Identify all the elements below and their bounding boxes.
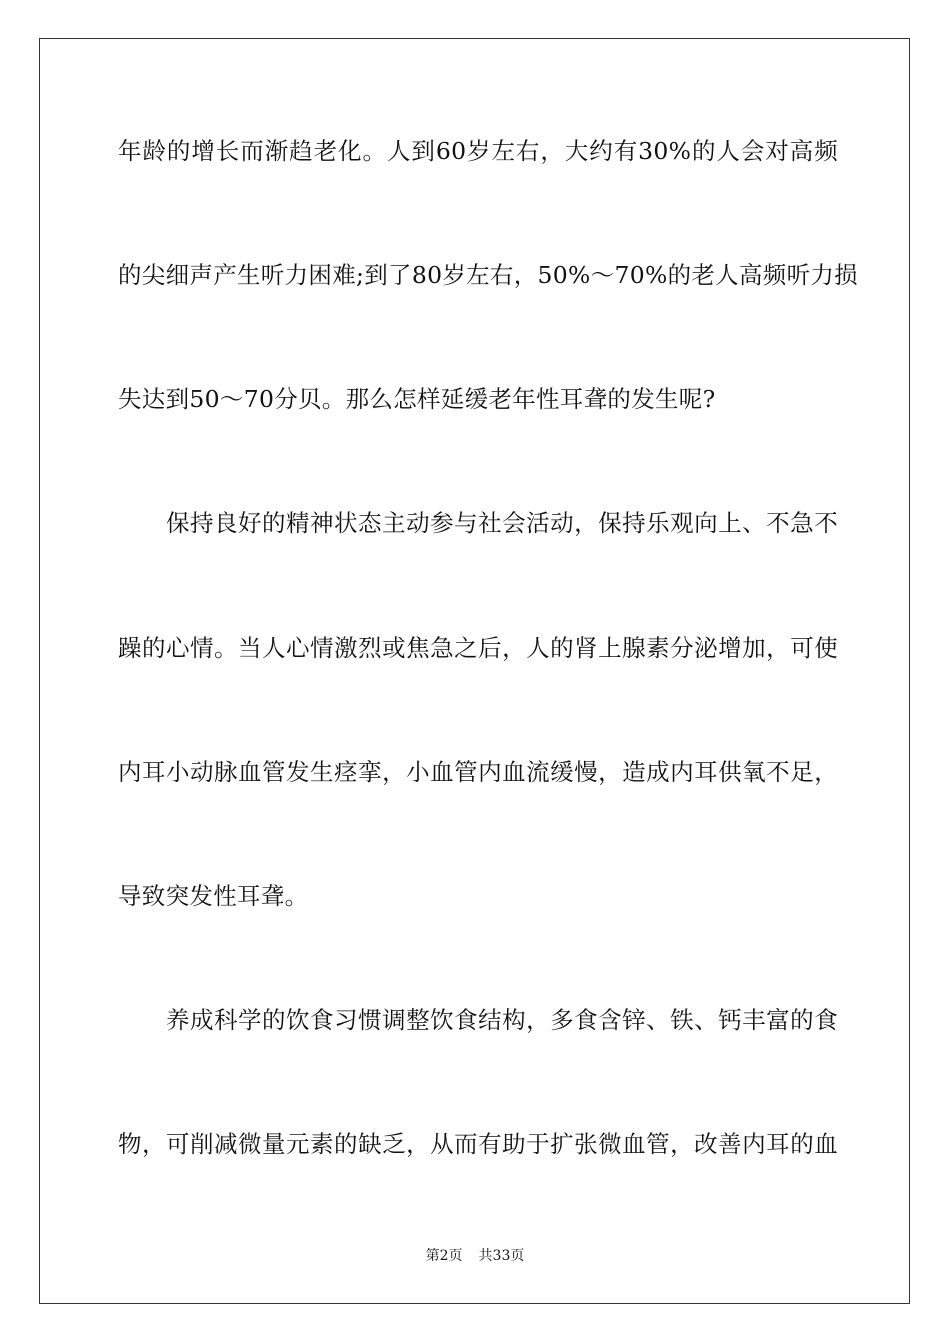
body-text-line-6: 导致突发性耳聋。 xyxy=(118,882,309,910)
body-text-line-1: 年龄的增长而渐趋老化。人到60岁左右，大约有30%的人会对高频 xyxy=(118,137,838,165)
paragraph-heading-line-1: 保持良好的精神状态主动参与社会活动，保持乐观向上、不急不 xyxy=(166,509,838,537)
page-footer xyxy=(0,1247,950,1265)
body-text-line-3: 失达到50～70分贝。那么怎样延缓老年性耳聋的发生呢? xyxy=(118,385,716,413)
paragraph-heading-line-2: 养成科学的饮食习惯调整饮食结构，多食含锌、铁、钙丰富的食 xyxy=(166,1006,838,1034)
body-text-line-7: 物，可削减微量元素的缺乏，从而有助于扩张微血管，改善内耳的血 xyxy=(118,1130,838,1158)
body-text-line-4: 躁的心情。当人心情激烈或焦急之后，人的肾上腺素分泌增加，可使 xyxy=(118,634,838,662)
body-text-line-5: 内耳小动脉血管发生痉挛，小血管内血流缓慢，造成内耳供氧不足， xyxy=(118,758,838,786)
page-number: 第2页 xyxy=(425,1248,463,1264)
body-text-line-2: 的尖细声产生听力困难;到了80岁左右，50%～70%的老人高频听力损 xyxy=(118,261,858,289)
page-border xyxy=(39,38,910,1304)
page-total: 共33页 xyxy=(478,1248,525,1264)
